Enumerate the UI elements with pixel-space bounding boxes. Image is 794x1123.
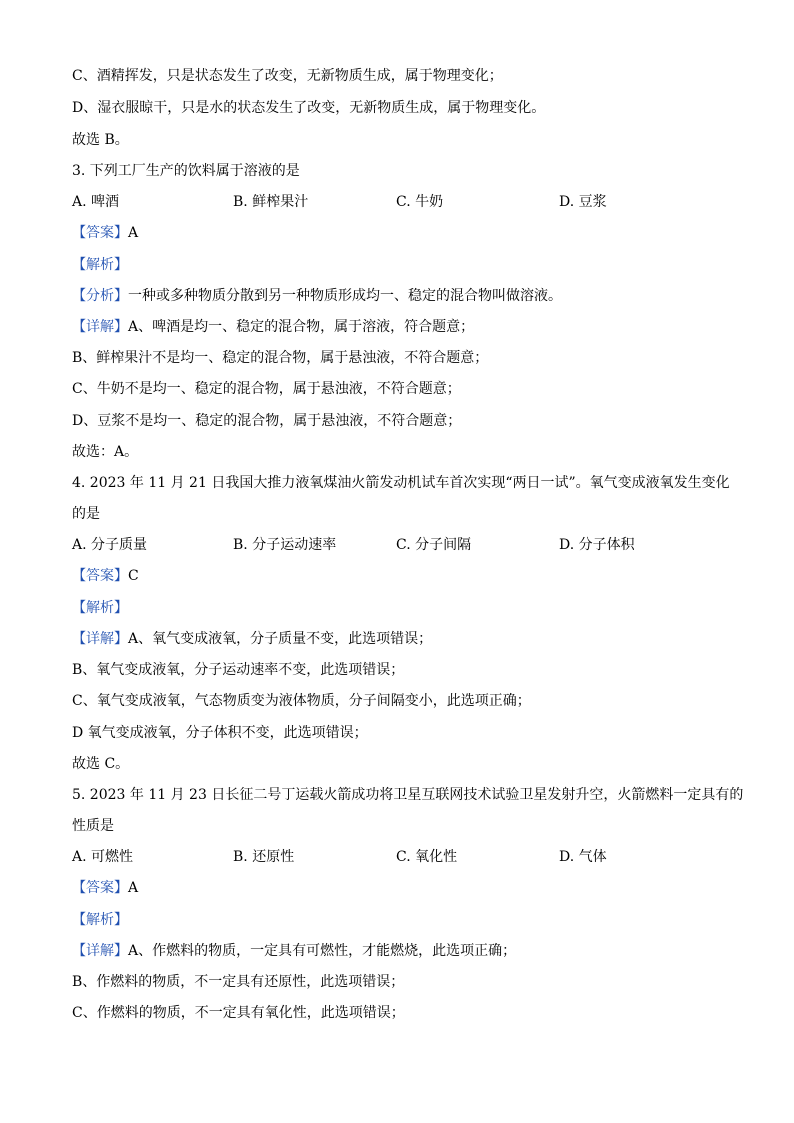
explanation-line: B、作燃料的物质，不一定具有还原性，此选项错误； (72, 974, 405, 990)
explanation-line (72, 317, 732, 337)
option-c: C. 分子间隔 (396, 537, 472, 553)
option-d: D. 气体 (559, 849, 607, 865)
answer-line (72, 878, 732, 898)
answer-tag: 【答案】 (72, 880, 128, 896)
option-d: D. 豆浆 (559, 194, 607, 210)
explanation-tag: 【详解】 (72, 943, 128, 959)
answer-value: A (128, 880, 139, 896)
explanation-text: A、氧气变成液氧，分子质量不变，此选项错误； (128, 631, 433, 647)
option-b: B. 鲜榨果汁 (233, 194, 309, 210)
question-stem-cont: 的是 (72, 506, 100, 522)
option-d: D. 分子体积 (559, 537, 635, 553)
option-c: C. 氧化性 (396, 849, 458, 865)
option-a: A. 可燃性 (72, 849, 134, 865)
explanation-line: D 氧气变成液氧，分子体积不变，此选项错误； (72, 725, 368, 741)
text-line: 故选 B。 (72, 132, 129, 148)
text-line: D、湿衣服晾干，只是水的状态发生了改变，无新物质生成，属于物理变化。 (72, 100, 546, 116)
explanation-line (72, 941, 732, 961)
explanation-tag: 【分析】 (72, 288, 128, 304)
explanation-line: C、牛奶不是均一、稳定的混合物，属于悬浊液，不符合题意； (72, 381, 461, 397)
analysis-line (72, 598, 732, 618)
explanation-line: 故选 C。 (72, 756, 130, 772)
explanation-line: B、氧气变成液氧，分子运动速率不变，此选项错误； (72, 662, 405, 678)
question-stem: 5. 2023 年 11 月 23 日长征二号丁运载火箭成功将卫星互联网技术试验卫星发射升空，火箭燃料一定具有的 (72, 787, 744, 803)
answer-tag: 【答案】 (72, 568, 128, 584)
explanation-tag: 【详解】 (72, 631, 128, 647)
question-stem-cont: 性质是 (72, 818, 114, 834)
answer-value: A (128, 225, 139, 241)
explanation-line (72, 286, 732, 306)
option-a: A. 分子质量 (72, 537, 148, 553)
explanation-text: 一种或多种物质分散到另一种物质形成均一、稳定的混合物叫做溶液。 (128, 288, 562, 304)
question-stem: 4. 2023 年 11 月 21 日我国大推力液氧煤油火箭发动机试车首次实现“两日一试”。氧气变成液氧发生变化 (72, 475, 730, 491)
explanation-line: C、作燃料的物质，不一定具有氧化性，此选项错误； (72, 1005, 405, 1021)
answer-line (72, 566, 732, 586)
question-stem: 3. 下列工厂生产的饮料属于溶液的是 (72, 163, 300, 179)
analysis-tag: 【解析】 (72, 912, 128, 928)
analysis-tag: 【解析】 (72, 257, 128, 273)
explanation-tag: 【详解】 (72, 319, 128, 335)
explanation-text: A、作燃料的物质，一定具有可燃性，才能燃烧，此选项正确； (128, 943, 517, 959)
option-a: A. 啤酒 (72, 194, 120, 210)
analysis-line (72, 255, 732, 275)
explanation-line (72, 629, 732, 649)
explanation-text: A、啤酒是均一、稳定的混合物，属于溶液，符合题意； (128, 319, 475, 335)
explanation-line: C、氧气变成液氧，气态物质变为液体物质，分子间隔变小，此选项正确； (72, 693, 531, 709)
option-c: C. 牛奶 (396, 194, 444, 210)
explanation-line: 故选：A。 (72, 444, 139, 460)
analysis-line (72, 910, 732, 930)
answer-line (72, 223, 732, 243)
text-line: C、酒精挥发，只是状态发生了改变，无新物质生成，属于物理变化； (72, 68, 503, 84)
answer-value: C (128, 568, 139, 584)
analysis-tag: 【解析】 (72, 600, 128, 616)
answer-tag: 【答案】 (72, 225, 128, 241)
explanation-line: D、豆浆不是均一、稳定的混合物，属于悬浊液，不符合题意； (72, 413, 462, 429)
option-b: B. 还原性 (233, 849, 295, 865)
option-b: B. 分子运动速率 (233, 537, 337, 553)
explanation-line: B、鲜榨果汁不是均一、稳定的混合物，属于悬浊液，不符合题意； (72, 350, 489, 366)
